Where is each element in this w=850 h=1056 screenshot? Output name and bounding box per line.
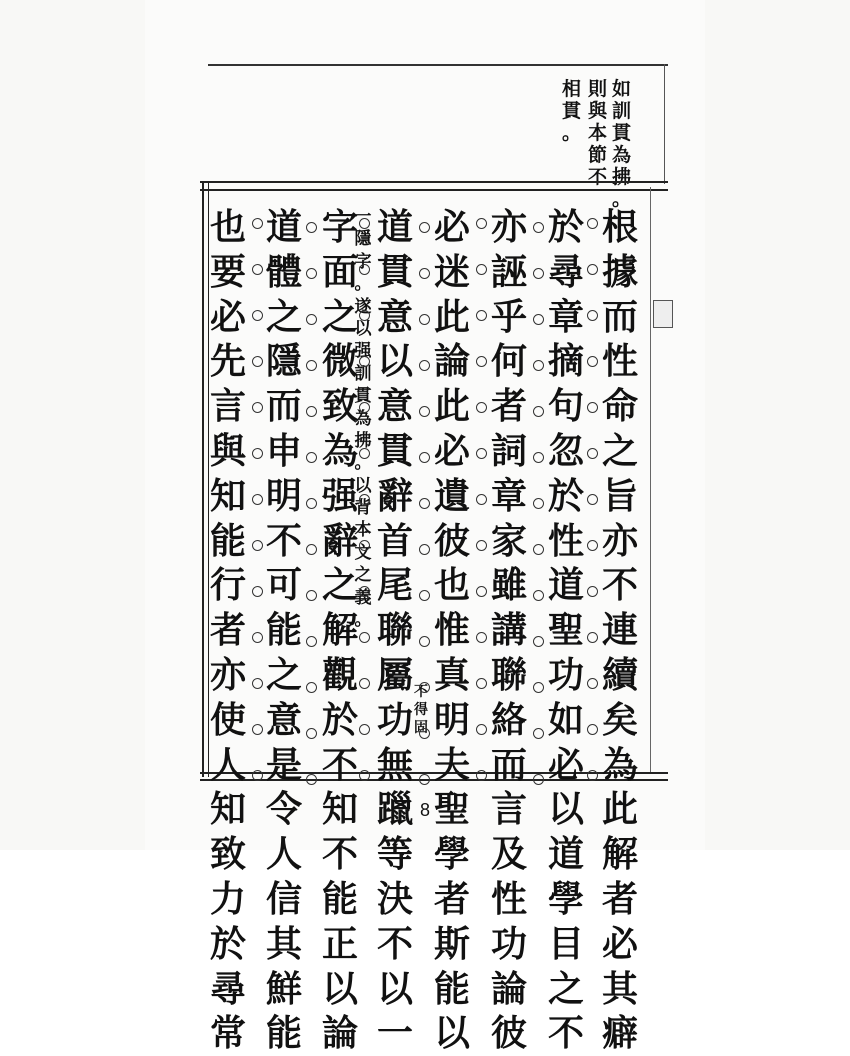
punctuation-circle	[306, 452, 317, 463]
punctuation-circle	[306, 544, 317, 555]
punctuation-circle	[252, 402, 263, 413]
punctuation-circle	[306, 636, 317, 647]
punctuation-circle	[359, 724, 370, 735]
text-column: 亦 誣 乎 何 者 詞 章 家 雖 講 聯 絡 而 言 及 性 功 論 彼	[490, 206, 527, 1055]
punctuation-circle	[533, 360, 544, 371]
punctuation-circle	[359, 632, 370, 643]
punctuation-circle	[306, 728, 317, 739]
punctuation-circle	[306, 268, 317, 279]
punctuation-circle	[587, 724, 598, 735]
commentary-column: 一 隱 字 。 遂 以 强 訓 貫 為 拂 。 以 背 本 文 之 義 。	[354, 207, 372, 631]
punctuation-circle	[419, 682, 430, 693]
punctuation-circle	[419, 314, 430, 325]
punctuation-circle	[587, 632, 598, 643]
punctuation-circle	[533, 406, 544, 417]
punctuation-circle	[252, 264, 263, 275]
punctuation-circle	[419, 406, 430, 417]
punctuation-circle	[533, 590, 544, 601]
punctuation-circles	[585, 218, 599, 816]
punctuation-circle	[476, 632, 487, 643]
punctuation-circles	[531, 222, 545, 820]
punctuation-circles	[417, 222, 431, 820]
punctuation-circle	[306, 314, 317, 325]
punctuation-circle	[476, 218, 487, 229]
punctuation-circles	[474, 218, 488, 816]
frame-top-border	[200, 181, 668, 191]
text-column: 也 要 必 先 言 與 知 能 行 者 亦 使 人 知 致 力 於 尋 常	[209, 206, 246, 1055]
frame-right-border	[650, 187, 651, 772]
punctuation-circle	[419, 636, 430, 647]
punctuation-circle	[419, 360, 430, 371]
punctuation-circle	[252, 310, 263, 321]
note-column: 則 與 本 節 不	[588, 78, 608, 188]
punctuation-circle	[252, 356, 263, 367]
text-column: 道 體 之 隱 而 申 明 不 可 能 之 意 是 令 人 信 其 鮮 能	[265, 206, 302, 1055]
text-column: 道 貫 意 以 意 貫 辭 首 尾 聯 屬 功 無 躐 等 決 不 以 一	[376, 206, 413, 1055]
punctuation-circle	[252, 632, 263, 643]
punctuation-circle	[252, 218, 263, 229]
punctuation-circle	[419, 590, 430, 601]
punctuation-circle	[306, 682, 317, 693]
punctuation-circle	[419, 544, 430, 555]
punctuation-circle	[419, 268, 430, 279]
note-top-rule	[208, 64, 668, 66]
punctuation-circle	[419, 728, 430, 739]
punctuation-circle	[587, 586, 598, 597]
punctuation-circle	[533, 682, 544, 693]
interlinear-annotation: 不 得 固	[414, 684, 428, 736]
punctuation-circle	[476, 678, 487, 689]
punctuation-circle	[306, 360, 317, 371]
punctuation-circle	[533, 774, 544, 785]
punctuation-circle	[359, 218, 370, 229]
punctuation-circle	[252, 448, 263, 459]
punctuation-circle	[476, 586, 487, 597]
punctuation-circles	[357, 218, 371, 816]
punctuation-circles	[304, 222, 318, 820]
punctuation-circle	[587, 356, 598, 367]
punctuation-circle	[252, 494, 263, 505]
punctuation-circle	[476, 310, 487, 321]
punctuation-circle	[476, 540, 487, 551]
punctuation-circle	[306, 774, 317, 785]
punctuation-circle	[533, 636, 544, 647]
punctuation-circle	[587, 540, 598, 551]
punctuation-circle	[587, 494, 598, 505]
punctuation-circle	[476, 770, 487, 781]
punctuation-circle	[359, 586, 370, 597]
punctuation-circle	[476, 494, 487, 505]
punctuation-circle	[359, 770, 370, 781]
punctuation-circle	[419, 774, 430, 785]
punctuation-circle	[252, 586, 263, 597]
punctuation-circle	[359, 678, 370, 689]
punctuation-circle	[359, 310, 370, 321]
punctuation-circle	[587, 678, 598, 689]
punctuation-circle	[476, 264, 487, 275]
punctuation-circle	[419, 222, 430, 233]
punctuation-circle	[252, 770, 263, 781]
punctuation-circle	[533, 314, 544, 325]
note-right-rule	[664, 64, 665, 184]
punctuation-circle	[359, 356, 370, 367]
punctuation-circle	[359, 264, 370, 275]
punctuation-circle	[306, 498, 317, 509]
punctuation-circle	[359, 402, 370, 413]
note-column: 如 訓 貫 為 拂 。	[612, 78, 632, 210]
punctuation-circle	[533, 222, 544, 233]
punctuation-circle	[587, 218, 598, 229]
punctuation-circle	[419, 452, 430, 463]
punctuation-circle	[533, 728, 544, 739]
punctuation-circle	[587, 770, 598, 781]
punctuation-circle	[587, 402, 598, 413]
note-column: 相 貫 。	[562, 78, 582, 144]
text-column: 必 迷 此 論 此 必 遺 彼 也 惟 真 明 夫 聖 學 者 斯 能 以	[433, 206, 470, 1055]
text-column: 根 據 而 性 命 之 旨 亦 不 連 續 矣 為 此 解 者 必 其 癖	[601, 206, 638, 1055]
punctuation-circle	[476, 448, 487, 459]
punctuation-circle	[359, 540, 370, 551]
punctuation-circle	[476, 724, 487, 735]
text-column: 字 面 之 微 致 為 强 辭 之 解 觀 於 不 知 不 能 正 以 論	[321, 206, 358, 1055]
punctuation-circle	[533, 452, 544, 463]
page-edge-tab	[653, 300, 673, 328]
text-column: 於 尋 章 摘 句 忽 於 性 道 聖 功 如 必 以 道 學 目 之 不	[547, 206, 584, 1055]
punctuation-circles	[250, 218, 264, 816]
punctuation-circle	[476, 356, 487, 367]
punctuation-circle	[252, 724, 263, 735]
punctuation-circle	[533, 268, 544, 279]
punctuation-circle	[306, 222, 317, 233]
punctuation-circle	[252, 540, 263, 551]
punctuation-circle	[476, 402, 487, 413]
punctuation-circle	[587, 264, 598, 275]
punctuation-circle	[252, 678, 263, 689]
punctuation-circle	[306, 590, 317, 601]
punctuation-circle	[306, 406, 317, 417]
punctuation-circle	[359, 494, 370, 505]
punctuation-circle	[533, 498, 544, 509]
punctuation-circle	[419, 498, 430, 509]
punctuation-circle	[359, 448, 370, 459]
page-number: 8	[419, 800, 430, 820]
punctuation-circle	[587, 310, 598, 321]
punctuation-circle	[533, 544, 544, 555]
punctuation-circle	[587, 448, 598, 459]
